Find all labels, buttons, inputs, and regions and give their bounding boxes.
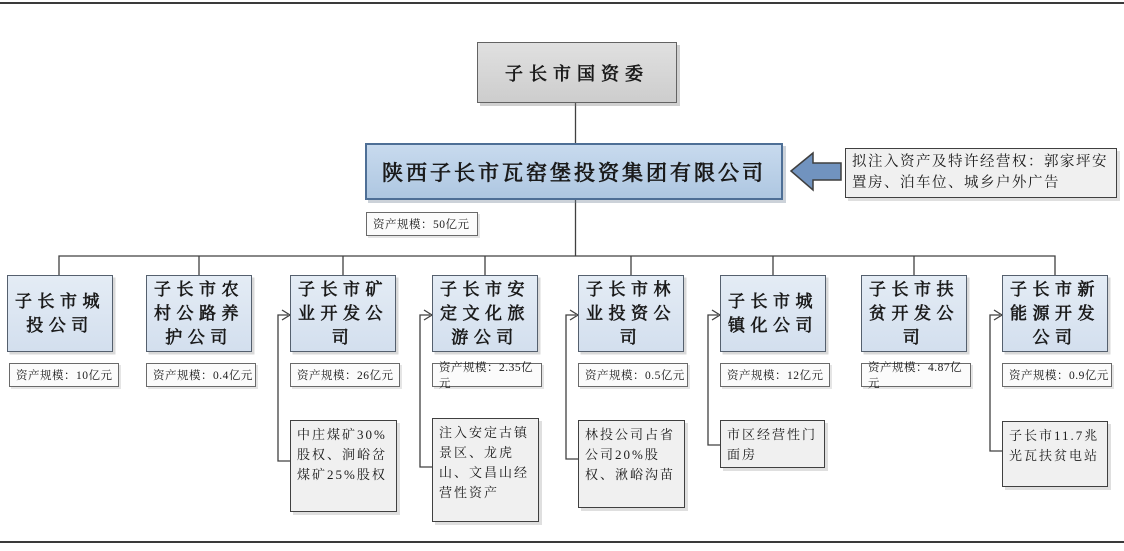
asset-label-road-maintenance: 资产规模：0.4亿元 [146,363,256,387]
note-connector-mining [278,310,290,461]
note-box-forestry: 林投公司占省公司20%股权、湫峪沟苗 [578,420,685,508]
subsidiary-name: 子长市城镇化公司 [728,291,818,335]
subsidiary-name: 子长市城投公司 [15,291,105,335]
asset-label-mining: 资产规模：26亿元 [290,363,400,387]
subsidiary-box-new-energy [1002,275,1108,352]
asset-label-urbanization: 资产规模：12亿元 [720,363,830,387]
injection-annotation-box: 拟注入资产及特许经营权：郭家坪安置房、泊车位、城乡户外广告 [845,148,1117,198]
asset-label-chengtou: 资产规模：10亿元 [9,363,119,387]
subsidiary-name: 子长市扶贫开发公司 [869,279,959,347]
group-asset-label: 资产规模：50亿元 [366,212,478,236]
subsidiary-name: 子长市农村公路养护公司 [154,279,244,347]
subsidiary-box-road-maintenance [146,275,252,352]
subsidiary-box-mining [290,275,396,352]
note-connector-culture-tourism [420,310,432,467]
asset-label-forestry: 资产规模：0.5亿元 [578,363,688,387]
note-box-urbanization: 市区经营性门面房 [720,420,825,468]
subsidiary-name: 子长市新能源开发公司 [1010,279,1100,347]
subsidiary-name: 子长市安定文化旅游公司 [440,279,530,347]
note-box-culture-tourism: 注入安定古镇景区、龙虎山、文昌山经营性资产 [432,418,539,522]
asset-label-poverty-alleviation: 资产规模：4.87亿元 [861,363,971,387]
subsidiary-box-poverty-alleviation [861,275,967,352]
subsidiary-name: 子长市矿业开发公司 [298,279,388,347]
subsidiary-box-urbanization [720,275,826,352]
root-org-box [477,42,677,103]
subsidiary-box-culture-tourism [432,275,538,352]
subsidiary-box-chengtou [7,275,113,352]
asset-label-culture-tourism: 资产规模：2.35亿元 [432,363,542,387]
root-org-name: 子长市国资委 [505,63,649,84]
group-company-box [365,143,783,200]
subsidiary-box-forestry [578,275,684,352]
note-connector-new-energy [990,310,1002,451]
note-box-new-energy: 子长市11.7兆光瓦扶贫电站 [1002,421,1108,487]
subsidiary-name: 子长市林业投资公司 [586,279,676,347]
note-connector-urbanization [708,310,720,445]
note-connector-forestry [566,310,578,459]
asset-label-new-energy: 资产规模：0.9亿元 [1002,363,1112,387]
injection-arrow-icon [791,153,841,190]
group-company-name: 陕西子长市瓦窑堡投资集团有限公司 [382,160,766,185]
note-box-mining: 中庄煤矿30%股权、涧峪岔煤矿25%股权 [290,420,397,512]
